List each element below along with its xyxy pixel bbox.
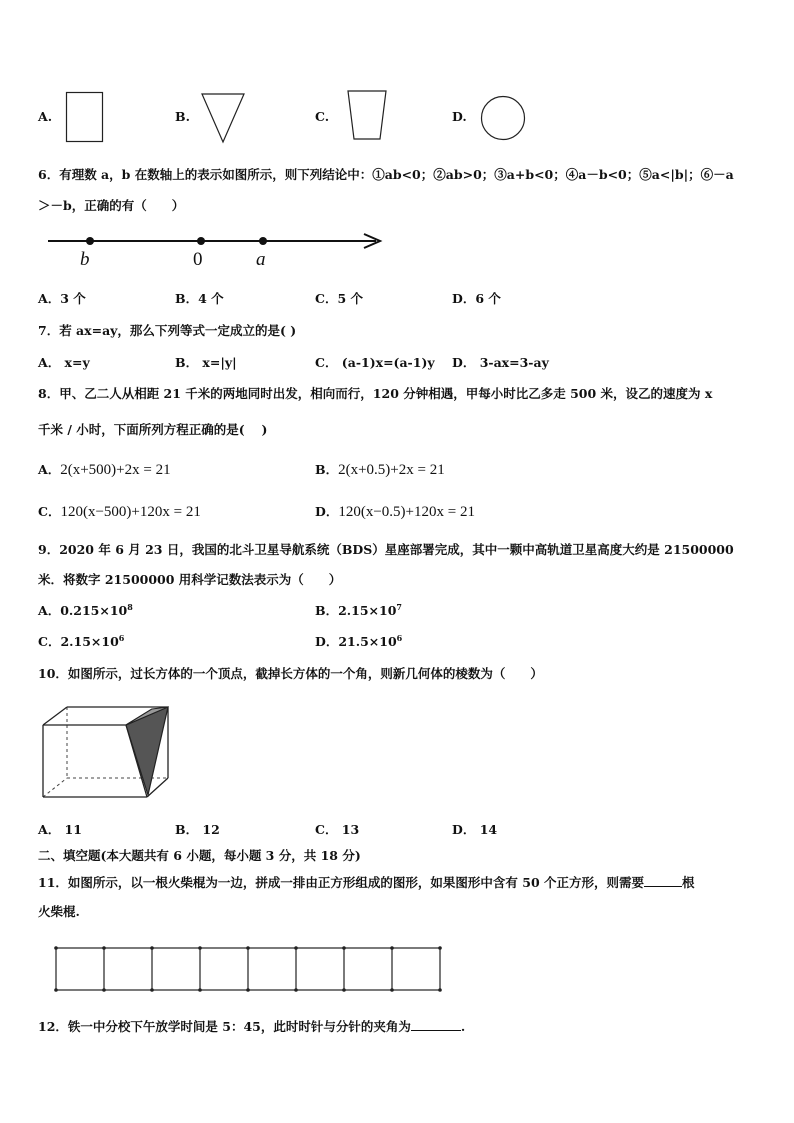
q8-option-c-equation: 120(x−500)+120x = 21 xyxy=(60,504,201,520)
q8-option-c-letter: C． xyxy=(38,504,61,519)
q9-option-a-base: 0.215×10 xyxy=(60,603,128,618)
q9-option-d-base: 21.5×10 xyxy=(338,634,397,649)
q11-text-before-blank: 11．如图所示，以一根火柴棍为一边，拼成一排由正方形组成的图形，如果图形中含有 50 个正方形，则需要 xyxy=(38,875,644,890)
q10-option-c: C． 13 xyxy=(315,822,360,837)
q8-option-b-letter: B． xyxy=(315,462,339,477)
q9-option-d-exponent: 6 xyxy=(396,632,403,643)
q8-option-b-equation: 2(x+0.5)+2x = 21 xyxy=(338,462,445,478)
point-zero xyxy=(197,237,205,245)
q6-option-d: D．6 个 xyxy=(452,291,501,306)
q9-option-a-exponent: 8 xyxy=(127,601,133,612)
number-line xyxy=(46,230,386,274)
q8-option-a xyxy=(38,462,171,478)
q9-option-d-letter: D． xyxy=(315,634,339,649)
q9-option-d xyxy=(315,634,402,650)
q9-option-b-letter: B． xyxy=(315,603,339,618)
q5-option-c-letter: C. xyxy=(315,109,330,124)
q7-text: 7．若 ax=ay，那么下列等式一定成立的是( ) xyxy=(38,323,297,338)
q9-option-b-exponent: 7 xyxy=(396,601,402,612)
circle-shape xyxy=(480,95,526,141)
q8-option-a-equation: 2(x+500)+2x = 21 xyxy=(60,462,171,478)
axis-label-zero: 0 xyxy=(193,249,203,270)
q6-option-b: B．4 个 xyxy=(175,291,224,306)
trapezoid-shape xyxy=(347,90,387,140)
q11-line2: 火柴棍. xyxy=(38,904,80,919)
axis-label-a: a xyxy=(256,249,266,270)
q7-option-a: A． x=y xyxy=(38,355,90,370)
q9-option-c-letter: C． xyxy=(38,634,61,649)
q9-option-b-base: 2.15×10 xyxy=(338,603,397,618)
q9-option-c xyxy=(38,634,124,650)
matchstick-squares-figure xyxy=(54,946,446,994)
q9-option-c-base: 2.15×10 xyxy=(60,634,119,649)
q9-option-a-letter: A． xyxy=(38,603,61,618)
q6-option-c: C．5 个 xyxy=(315,291,363,306)
q8-option-d-equation: 120(x−0.5)+120x = 21 xyxy=(338,504,475,520)
inverted-triangle-shape xyxy=(201,93,245,143)
q7-option-b: B． x=|y| xyxy=(175,355,237,370)
axis-label-b: b xyxy=(80,249,90,270)
q12-answer-blank xyxy=(411,1018,461,1031)
q8-option-d xyxy=(315,504,475,520)
q10-text: 10．如图所示，过长方体的一个顶点，截掉长方体的一个角，则新几何体的棱数为（ ） xyxy=(38,666,543,681)
q6-line1: 6．有理数 a，b 在数轴上的表示如图所示，则下列结论中：①ab<0；②ab>0；③a+b<0；④a－b<0；⑤a<|b|；⑥－a xyxy=(38,167,734,182)
q10-option-d: D． 14 xyxy=(452,822,498,837)
cuboid-figure xyxy=(40,700,172,802)
q6-line2: ＞－b，正确的有（ ） xyxy=(38,198,185,213)
q9-option-b xyxy=(315,603,402,619)
q11-answer-blank xyxy=(644,874,682,887)
q6-option-a: A．3 个 xyxy=(38,291,86,306)
q12-text-after-blank: . xyxy=(460,1019,466,1034)
q9-option-a xyxy=(38,603,133,619)
q8-line2: 千米 / 小时，下面所列方程正确的是( ) xyxy=(38,422,268,437)
q8-option-b xyxy=(315,462,445,478)
rectangle-shape xyxy=(66,92,104,142)
q12-line xyxy=(38,1018,465,1035)
q5-option-a-letter: A. xyxy=(38,109,53,124)
q9-option-c-exponent: 6 xyxy=(118,632,125,643)
q8-option-d-letter: D． xyxy=(315,504,339,519)
q8-option-a-letter: A． xyxy=(38,462,61,477)
q8-line1: 8．甲、乙二人从相距 21 千米的两地同时出发，相向而行，120 分钟相遇，甲每小时比乙多走 500 米，设乙的速度为 x xyxy=(38,386,713,401)
q7-option-d: D． 3-ax=3-ay xyxy=(452,355,549,370)
q12-text-before-blank: 12．铁一中分校下午放学时间是 5：45，此时时针与分针的夹角为 xyxy=(38,1019,411,1034)
q7-option-c: C． (a-1)x=(a-1)y xyxy=(315,355,435,370)
q11-line1 xyxy=(38,874,695,891)
q5-option-d-letter: D. xyxy=(452,109,467,124)
q11-text-after-blank: 根 xyxy=(682,875,695,890)
section-heading: 二、填空题(本大题共有 6 小题，每小题 3 分，共 18 分) xyxy=(38,848,361,863)
q9-line2: 米．将数字 21500000 用科学记数法表示为（ ） xyxy=(38,572,342,587)
q10-option-b: B． 12 xyxy=(175,822,220,837)
q5-option-b-letter: B. xyxy=(175,109,190,124)
q8-option-c xyxy=(38,504,201,520)
point-b xyxy=(86,237,94,245)
q10-option-a: A． 11 xyxy=(38,822,82,837)
q9-line1: 9．2020 年 6 月 23 日，我国的北斗卫星导航系统（BDS）星座部署完成，其中一颗中高轨道卫星高度大约是 21500000 xyxy=(38,542,734,557)
point-a xyxy=(259,237,267,245)
